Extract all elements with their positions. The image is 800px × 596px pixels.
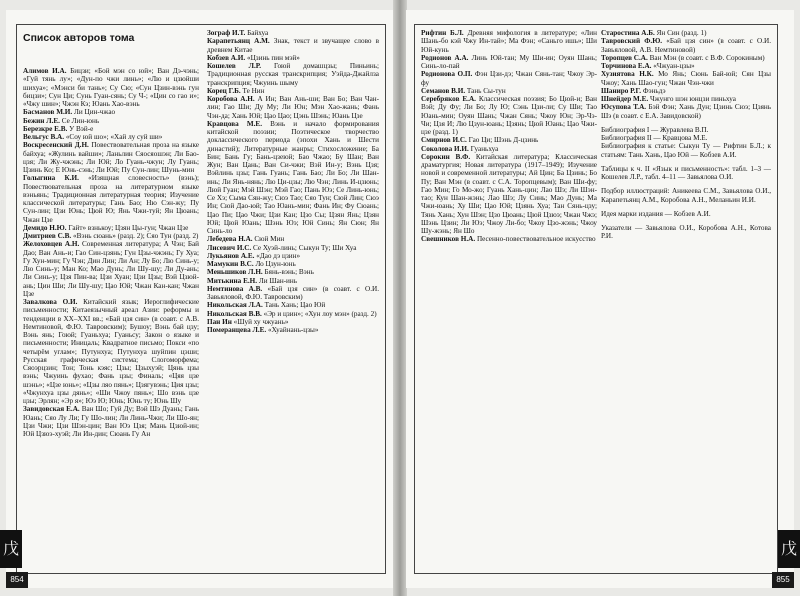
author-entry [601, 134, 771, 142]
author-entry [23, 224, 199, 232]
author-entry [207, 318, 379, 326]
author-name: Голыгина К.И. [23, 174, 79, 183]
author-name: Старостина А.Б. [601, 29, 655, 37]
author-entry [207, 326, 379, 334]
author-entry [207, 285, 379, 302]
author-entry [23, 298, 199, 405]
author-name: Хузиятова Н.К. [601, 70, 654, 79]
author-contributions: Указатели — Завьялова О.И., Коробова А.Н., Котова Р.И. [601, 224, 771, 241]
author-entry [601, 29, 771, 37]
author-entry [601, 142, 771, 159]
author-name: Серебряков Е.А. [421, 95, 476, 103]
author-name: Рифтин Б.Л. [421, 29, 464, 37]
author-name: Воскресенский Д.Н. [23, 141, 89, 150]
author-name: Завалкова О.И. [23, 298, 78, 306]
author-name: Карапетьянц А.М. [207, 37, 270, 46]
right-page-frame [414, 24, 778, 574]
author-name: Смирнов И.С. [421, 136, 467, 145]
author-contributions: Бэй Фэн; Хань Дун; Цзинь Сюэ; Цзянь Шэ (в соавт. с Е.А. Завидовской) [601, 103, 771, 120]
author-contributions: Байхуа [247, 29, 269, 37]
author-contributions: Се Лин-юнь [61, 116, 100, 125]
author-name: Лебедева Н.А. [207, 235, 253, 244]
author-name: Соколова И.И. [421, 144, 469, 153]
author-contributions: «Изящная словесность» (вэнь); Повествовательная проза на литературном языке вэньянь; Традиционная литературная теория; Изучение классической литературы; Гань Бао; Ню Сэн-жу; Пу Сун-лин; Цзи Юнь; Цюй Ю; Янь Чжи-туй; Ян Цюань; Чжан Цзе [23, 174, 199, 224]
author-entry [421, 70, 597, 87]
author-entry [23, 117, 199, 125]
author-contributions: Классическая поэзия; Бо Цюй-и; Ван Вэй; Ду Фу; Ли Бо; Лу Ю; Сэнь Цзи-ли; Су Ши; Тао Юань-мин; Оуян Шань; Чжан Сянь; Чжоу Юн; Эр-Чэ-Чи; Цзя И; Лю Цзун-юань; Цзянь; Цюй Юань; Цао Чжи-цзе (разд. 1) [421, 95, 597, 136]
author-name: Лукьянов А.Е. [207, 251, 255, 260]
author-name: Шаниро Р.Г. [601, 86, 642, 95]
author-contributions: Древняя мифология в литературе; «Лин Шань-бо кэй Чжу Ин-тай»; Ма Фэн; «Саньго ишь»; Ши Юй-кунь [421, 29, 597, 54]
author-contributions: Китайская литература; Классическая драматургия; Новая литература (1917–1949); Изучение новой и современной литературы; Ай Цин; Ба Цзинь; Бо Пу; Ван Мэн (в соавт. с С.А. Торопцевым); Ван Ши-фу; Гао Мин; Го Мо-жо; Гуань Хань-цин; Лао Шэ; Ли Шэн-тао; Кун Шан-жэнь; Лао Шэ; Лу Синь; Мао Дунь; Ма Чжи-юань; Ху Ши; Цао Юй; Цзянь Хуа; Тан Сянь-цзу; Тянь Хань; Хун Шэн; Цзо Цюань; Цюй Цзюэ; Чжан Чжэ; Шэнь Цзин; Ли Юэ; Чжоу Ли-бо; Чжоу Цзо-жэнь; Чжоу Шу-жэнь; Ян Шо [421, 152, 597, 235]
author-entry [601, 54, 771, 62]
author-name: Родионова О.П. [421, 70, 473, 79]
author-contributions: «Шуй ху чжуань» [233, 317, 289, 326]
author-entry [207, 29, 379, 37]
author-contributions: Гао Ци; Шэнь Д-цзинь [468, 136, 539, 145]
author-contributions: Чжунго шэн юнцзи пиньхуа [649, 95, 736, 103]
author-contributions: Ло Цзун-юнь [255, 260, 296, 268]
author-entry [601, 126, 771, 134]
author-contributions: Повествовательная проза на языке байхуа; «Жулинь вайши»; Ланьлин Сяосяошэн; Ли Бао-цзя; Ли Жу-чжэнь; Ли Юй; Ло Гуань-чжун; Лу Гуань; Цзинь Ко; Е Юнь-сэнь; Ли Юй; Пу Сун-лин; Шунь-мин [23, 141, 199, 174]
book-gutter [393, 0, 407, 596]
author-name: Меньшиков Л.Н. [207, 268, 263, 277]
author-name: Семанов В.И. [421, 86, 466, 95]
author-name: Желоховцев А.Н. [23, 240, 80, 249]
author-entry [207, 235, 379, 243]
author-name: Пан Ин [207, 317, 232, 326]
author-entry [601, 95, 771, 103]
author-name: Березкре Е.В. [23, 124, 68, 133]
author-name: Кобзев А.И. [207, 53, 246, 62]
author-name: Тавровский Ф.Ю. [601, 37, 663, 46]
author-entry [601, 187, 771, 204]
author-entry [207, 87, 379, 95]
author-contributions: «Чжуан-цзы» [653, 62, 695, 70]
author-entry [207, 310, 379, 318]
author-entry [601, 165, 771, 182]
author-name: Юсупова Т.А. [601, 103, 647, 112]
author-entry [601, 210, 771, 218]
author-contributions: «Бай цзя син» (в соавт. с О.И. Завьяловой, Ф.Ю. Тавровским) [207, 284, 379, 301]
entry-list [421, 29, 597, 244]
author-name: Лисевич И.С. [207, 243, 252, 252]
author-contributions: Подбор иллюстраций: Аникеева С.М., Завьялова О.И., Карапетьянц А.М., Коробова А.Н., Меланьин И.И. [601, 187, 771, 204]
author-contributions: Фэньдэ [642, 86, 666, 95]
author-entry [23, 108, 199, 116]
author-name: Померанцева Л.Е. [207, 326, 267, 334]
author-contributions: Бицзи; «Бой мэн со юй»; Ван Дэ-чэнь; «Гуй тянь лу»; «Дун-по чжи линь»; «Лю и цзюйши шихуа»; «Мэнси би тань»; Су Сю; «Сун Цзин-вэнь гун бицзи»; Сун Ци; Сунь Гуан-сянь; Су Ч-; «Цин со гао и»; «Чжу шин»; Чжэн Кэ; Юань Хао-вэнь [23, 67, 199, 108]
author-entry [207, 120, 379, 236]
author-entry [421, 54, 597, 71]
left-page-frame [16, 24, 386, 574]
author-name: Завидовская Е.А. [23, 405, 80, 414]
author-name: Дмитриев С.В. [23, 232, 72, 240]
author-contributions: Линь Юй-тан; Му Ши-ин; Оуян Шань; Синь-ло-пай [421, 53, 597, 70]
author-entry [23, 174, 199, 224]
author-entry [601, 224, 771, 241]
author-contributions: Те Нин [242, 86, 265, 95]
author-contributions: Таблицы к ч. II «Язык и письменность»: табл. 1–3 — Кошелев Л.Р., табл. 4–11 — Завьялова О.И. [601, 164, 771, 181]
author-contributions: Библиография I — Журавлева В.П. [601, 125, 709, 134]
author-contributions: Се Хуэй-линь; Сыкун Ту; Ши Хуа [253, 243, 357, 252]
author-contributions: «Хуайнань-цзы» [268, 326, 319, 334]
edge-glyph-right: 戊 [778, 530, 800, 568]
author-name: Сорокин В.Ф. [421, 152, 471, 161]
author-entry [421, 145, 597, 153]
author-contributions: «Эр и цзин»; «Хун лоу мэн» (разд. 2) [263, 309, 377, 318]
author-contributions: Современная литература; А Чэн; Бай Дао; Ван Ань-и; Гао Син-цзянь; Гун Цзы-чжэнь; Гу Хуа; Гу Хун-мин; Гу Чэн; Дин Лин; Ли Ан; Лу Бо; Лю Синь-у; Лю Синь-у; Ман Ко; Мао Дунь; Ли Шу-шу; Ли Ду-ань; Ли Синь-у; Цзя Пин-ва; Цзи Хуан; Цзи Цзы; Вэй Цзюй-ань; Цин Ши; Ли Шу-шу; Цао Юй; Чжан Кан-кан; Чжан Цзе [23, 240, 199, 298]
author-contributions: Вэнь и начало формирования китайской поэзии; Поэтическое творчество доклассического периода (эпохи Хань и Шести династий); Литературные жанры; Стихосложение; Ба Бин; Бань Гу; Бань-цзеюй; Бао Чжао; Бу Шан; Ван Жун; Ван Цань; Ван Си-чжи; Вэй Ин-у; Вэнь Цзя; Вэйлинь цзы; Гань Гуань; Гань Бао; Ли Бо; Ли Шан-инь; Ли Янь-нянь; Лю Ци-цзы; Лю Чэн; Линь И-цзюнь; Люй Гуан; Мэй Шэн; Мэй Гао; Пань Юэ; Се Линь-юнь; Се Хэ; Сыма Сян-жу; Сюэ Тао; Сяо Тун; Сюй Лин; Сюэ Ин; Сюй Дао-юй; Тао Юань-мин; Фань Ин; Фу Сюань; Цао Пи; Цао Чжи; Цзи Кан; Цзо Сы; Цзян Янь; Цзян Юй; Цюй Юань; Шэнь Юэ; Юй Синь; Ян Сюн; Ян Синь-ло [207, 119, 379, 235]
left-column-1 [23, 29, 199, 567]
author-contributions: У Вэй-е [69, 124, 94, 133]
author-entry [421, 95, 597, 136]
author-contributions: Тань Хань; Цао Юй [264, 301, 326, 310]
author-contributions: Фэн Цзи-дэ; Чжан Сянь-тан; Чжоу Эр-фу [421, 70, 597, 87]
author-name: Бежин Л.Е. [23, 116, 60, 125]
author-entry [207, 277, 379, 285]
author-entry [421, 136, 597, 144]
author-entry [207, 260, 379, 268]
author-contributions: Сюй Мин [254, 235, 285, 244]
page-heading: Список авторов тома [23, 32, 135, 44]
author-entry [23, 240, 199, 298]
author-name: Немтинова А.В. [207, 284, 263, 293]
author-entry [23, 232, 199, 240]
right-column-2 [601, 29, 771, 567]
author-name: Никольская Л.А. [207, 301, 263, 310]
author-contributions: Библиография II — Кравцова М.Е. [601, 134, 708, 142]
author-contributions: А Ин; Ван Ань-ши; Ван Бо; Ван Чан-лин; Гао Ши; Ду Му; Ли Юн; Мэн Хао-жань; Фань Чэн-да; Хань Юй; Цао Цао; Цэнь Шэнь; Юань Цзе [207, 95, 379, 120]
author-entry [207, 95, 379, 120]
author-entry [421, 153, 597, 236]
author-entry [23, 133, 199, 141]
author-entry [421, 87, 597, 95]
author-contributions: «Бай цзя син» (в соавт. с О.И. Завьяловой, А.В. Немтиновой) [601, 37, 771, 54]
author-name: Родионов А.А. [421, 53, 469, 62]
author-entry [207, 37, 379, 54]
author-contributions: Знак, текст и звучащее слово в древнем Китае [207, 37, 379, 54]
page-number-left: 854 [6, 572, 28, 588]
author-name: Алимов И.А. [23, 67, 67, 75]
author-entry [207, 244, 379, 252]
author-name: Корец Г.Б. [207, 86, 241, 95]
entry-list [23, 67, 199, 438]
author-name: Никольская В.В. [207, 309, 262, 318]
author-entry [23, 125, 199, 133]
author-name: Торчинова Е.А. [601, 62, 652, 70]
author-contributions: Ян Син (разд. 1) [656, 29, 707, 37]
author-entry [23, 67, 199, 108]
author-contributions: Гуаньхуа [470, 144, 499, 153]
author-contributions: «Соу юй шо»; «Хай лу суй ши» [65, 133, 163, 141]
author-contributions: «Цзинь пин мэй» [246, 53, 300, 62]
author-entry [601, 62, 771, 70]
author-entry [601, 103, 771, 120]
author-contributions: «Дао дэ цзин» [256, 251, 301, 260]
edge-glyph-left: 戊 [0, 530, 22, 568]
author-entry [421, 235, 597, 243]
author-name: Вельгус В.А. [23, 133, 65, 141]
author-contributions: Тань Сы-тун [466, 86, 506, 95]
author-name: Мамукин В.С. [207, 260, 254, 268]
author-contributions: Песенно-повествовательное искусство [476, 235, 596, 244]
author-name: Кравцова М.Е. [207, 119, 263, 128]
author-contributions: Китайский язык; Иероглифические письменности; Китаеязычный ареал Азии: реформы и тенденции в XX–XXI вв.; «Бай цзя син» (в соавт. с А.В. Немтиновой, Ф.Ю. Тавровским); Бушоу; Вэнь бай цзу; Вэнь янь; Гоюй; Гуаньхуа; Гуаньсу; Закон о языке и письменности; Иницаль; Квадратное письмо; Покси «по четырём углам»; Путунхуа; Путунхуа шуйпин цэши; Русская графическая система; Слогоморфема; Сяоэрцзин; Тон; Тонь кэяс; Цзы; Цзыхуэй; Цянь цзы вэнь; Чжуинь фухао; Фань цзы; Финаль; «Цяя цзе шэнь»; «Цзе юнь»; «Цзы ляо пянь»; Цзягувэнь; Ция цзы; «Чжунхуа цзы дянь»; «Ши Чжоу пянь»; Шо вэнь цзе цзы; Эрлян; «Эр я»; Юэ Ю; Юнь; Юнь ту; Юнь Шу [23, 298, 199, 405]
left-column-2 [207, 29, 379, 567]
author-entry [601, 87, 771, 95]
author-name: Коробова А.Н. [207, 95, 255, 103]
author-entry [23, 405, 199, 438]
author-entry [23, 141, 199, 174]
author-entry [207, 54, 379, 62]
right-page [406, 10, 797, 588]
author-contributions: Гайт» взнькоу; Цзян Цы-гун; Чжан Цзе [68, 223, 189, 232]
right-column-1 [421, 29, 597, 567]
author-contributions: Библиография к статье: Сыкун Ту — Рифтин Б.Л.; к статьям: Тань Хань, Цао Юй — Кобзев А.И. [601, 142, 771, 159]
author-entry [207, 252, 379, 260]
author-entry [421, 29, 597, 54]
page-number-right: 855 [772, 572, 794, 588]
author-entry [601, 70, 771, 87]
author-entry [207, 62, 379, 87]
author-name: Митькина Е.Н. [207, 276, 258, 285]
author-contributions: Ван Шо; Гуй Ду; Вэй Шэ Дуань; Гань Юань; Сяо Лу Ли; Гу Шо-лин; Ли Линь-Чжи; Ли Шо-ян; Цзи Чжи; Цзи Шэн-цин; Ван Юэ Цзя; Мань Цзюй-ин; Юй Цзюэ-хуэй; Ли Ин-дин; Сюань Гу Ан [23, 405, 199, 438]
author-contributions: Идея марки издания — Кобзев А.И. [601, 209, 711, 218]
author-name: Шнейдер М.Е. [601, 95, 649, 103]
author-contributions: «Вэнь сюань» (разд. 2); Сяо Тун (разд. 2) [72, 232, 199, 240]
author-name: Торопцев С.А. [601, 53, 648, 62]
author-entry [207, 268, 379, 276]
author-contributions: Ван Мэн (в соавт. с В.Ф. Сорокиным) [649, 53, 765, 62]
author-contributions: Бянь-вэнь; Вэнь [264, 268, 314, 277]
author-contributions: Гоюй домашцзы; Пиньинь; Традиционная русская транскрипция; Уэйда-Джайлза транскрипция; Чжуинь шыму [207, 62, 379, 87]
author-entry [207, 301, 379, 309]
author-contributions: Ли Цин-чжао [73, 108, 116, 117]
left-page [2, 10, 394, 588]
author-name: Свешников Н.А. [421, 235, 476, 244]
author-name: Басманов М.И. [23, 108, 73, 117]
author-name: Зограф И.Т. [207, 29, 246, 37]
author-entry [601, 37, 771, 54]
author-name: Кошелев Л.Р. [207, 62, 262, 70]
entry-list [207, 29, 379, 334]
entry-list [601, 29, 771, 241]
author-name: Демидо Н.Ю. [23, 223, 67, 232]
author-contributions: Ли Шан-инь [258, 276, 298, 285]
author-contributions: Мо Янь; Сюнь Бай-юй; Сян Цзы Чжоу; Хань Шао-гун; Чжан Чэн-чжи [601, 70, 771, 87]
